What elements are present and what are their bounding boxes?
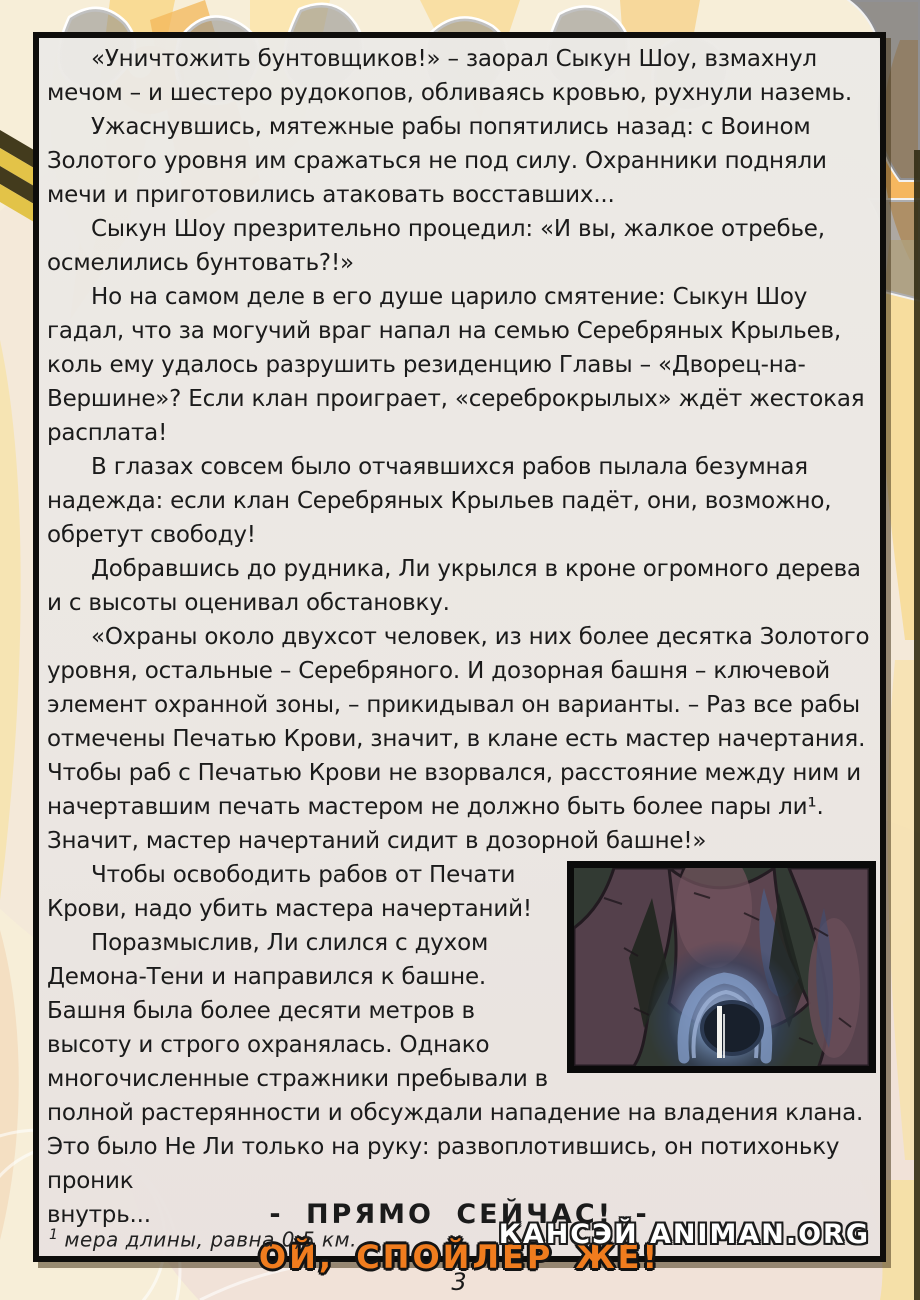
footnote-text: мера длины, равна 0,5 км.	[64, 1228, 357, 1252]
paragraph: «Охраны около двухсот человек, из них более десятка Золотого уровня, остальные – Серебряного. И дозорная башня – ключевой элемент охранной зоны, – прикидывал он варианты. – Раз все рабы отмечены Печатью Крови, значит, в клане есть мастер начертания. Чтобы раб с Печатью Крови не взорвался, расстояние между ним и начертавшим печать мастером не должно быть более пары ли¹. Значит, мастер начертаний сидит в дозорной башне!»	[47, 624, 870, 854]
paragraph: Добравшись до рудника, Ли укрылся в кроне огромного дерева и с высоты оценивал обстановку.	[47, 556, 861, 616]
translator-watermark: КАНСЭЙ ANIMAN.ORG	[498, 1219, 870, 1250]
paragraph: Чтобы освободить рабов от Печати Крови, надо убить мастера начертаний!	[47, 862, 532, 922]
paragraph: «Уничтожить бунтовщиков!» – заорал Сыкун Шоу, взмахнул мечом – и шестеро рудокопов, обливаясь кровью, рухнули наземь.	[47, 46, 853, 106]
page-number: 3	[451, 1268, 467, 1296]
spoiler-text: ОЙ, СПОЙЛЕР ЖЕ!	[258, 1238, 661, 1276]
paragraph: В глазах совсем было отчаявшихся рабов пылала безумная надежда: если клан Серебряных Крыльев падёт, они, возможно, обретут свободу!	[47, 454, 832, 548]
inline-caption: - ПРЯМО СЕЙЧАС! -	[269, 1199, 650, 1230]
paragraph: Ужаснувшись, мятежные рабы попятились назад: с Воином Золотого уровня им сражаться не под силу. Охранники подняли мечи и приготовились атаковать восставших...	[47, 114, 827, 208]
footnote	[49, 1223, 357, 1252]
text-panel	[33, 32, 886, 1276]
ending-word: внутрь...	[47, 1202, 151, 1228]
panel-footer	[49, 1218, 870, 1252]
story-illustration	[567, 861, 876, 1073]
paragraph: Поразмыслив, Ли слился с духом Демона-Тени и направился к башне. Башня была более десяти метров в высоту и строго охранялась. Однако многочисленные стражники пребывали в полной растерянности и обсуждали нападение на владения клана. Это было Не Ли только на руку: развоплотившись, он потихоньку проник	[47, 930, 864, 1194]
paragraph: Но на самом деле в его душе царило смятение: Сыкун Шоу гадал, что за могучий враг напал на семью Серебряных Крыльев, коль ему удалось разрушить резиденцию Главы – «Дворец-на-Вершине»? Если клан проиграет, «сереброкрылых» ждёт жестокая расплата!	[47, 284, 865, 446]
footnote-marker: 1	[49, 1227, 59, 1244]
paragraph: Сыкун Шоу презрительно процедил: «И вы, жалкое отребье, осмелились бунтовать?!»	[47, 216, 825, 276]
